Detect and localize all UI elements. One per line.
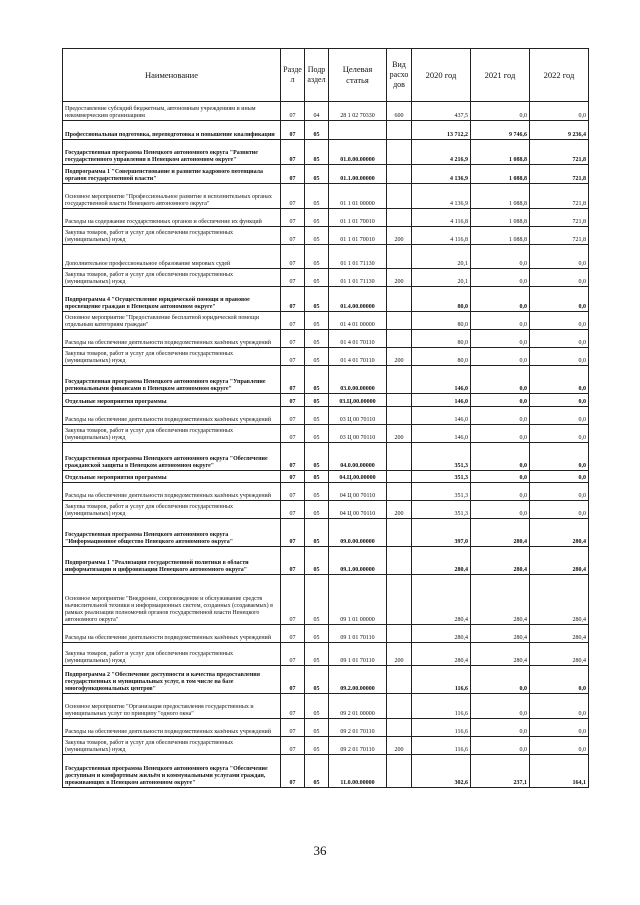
cell-year-2021: 0,0 [471,737,530,755]
table-row [63,755,589,788]
cell-year-2021: 280,4 [471,625,530,643]
cell-expense-type [387,330,412,348]
cell-target-article: 01 4 01 70110 [329,348,387,366]
cell-subsection: 05 [305,394,329,407]
cell-name: Предоставление субсидий бюджетным, автономным учреждениям и иным некоммерческим организациям [63,102,281,121]
cell-year-2020: 437,5 [412,102,471,121]
cell-name: Закупка товаров, работ и услуг для обеспечения государственных (муниципальных) нужд [63,737,281,755]
cell-year-2022: 0,0 [530,348,589,366]
cell-year-2020: 280,4 [412,643,471,666]
cell-target-article: 04 Ц 00 70110 [329,483,387,501]
cell-name: Расходы на обеспечение деятельности подведомственных казённых учреждений [63,407,281,425]
cell-year-2022: 0,0 [530,471,589,483]
cell-year-2022: 280,4 [530,547,589,575]
cell-year-2021: 0,0 [471,245,530,269]
cell-name: Расходы на обеспечение деятельности подведомственных казённых учреждений [63,330,281,348]
cell-subsection: 05 [305,755,329,788]
table-row [63,643,589,666]
cell-subsection: 05 [305,643,329,666]
cell-year-2022: 280,4 [530,519,589,547]
cell-expense-type [387,165,412,184]
cell-year-2022: 0,0 [530,366,589,394]
cell-target-article: 01 1 01 71130 [329,245,387,269]
table-row [63,425,589,443]
cell-name: Дополнительное профессиональное образование мировых судей [63,245,281,269]
cell-target-article: 09 2 01 00000 [329,694,387,719]
cell-year-2022: 164,1 [530,755,589,788]
header-section: Разде л [281,49,305,102]
table-row [63,394,589,407]
cell-section: 07 [281,737,305,755]
cell-target-article: 09.2.00.00000 [329,666,387,694]
cell-expense-type [387,625,412,643]
cell-subsection: 05 [305,407,329,425]
cell-name: Расходы на обеспечение деятельности подведомственных казённых учреждений [63,625,281,643]
cell-subsection: 05 [305,209,329,227]
cell-year-2020: 116,6 [412,719,471,737]
cell-expense-type: 200 [387,269,412,287]
header-year-2020: 2020 год [412,49,471,102]
cell-name: Закупка товаров, работ и услуг для обеспечения государственных (муниципальных) нужд [63,269,281,287]
cell-year-2020: 4 136,9 [412,184,471,209]
cell-section: 07 [281,483,305,501]
table-row [63,719,589,737]
cell-section: 07 [281,269,305,287]
cell-year-2022: 280,4 [530,575,589,625]
cell-target-article: 09 1 01 70110 [329,643,387,666]
cell-section: 07 [281,755,305,788]
cell-year-2022: 0,0 [530,425,589,443]
page-number: 36 [313,843,327,858]
cell-section: 07 [281,519,305,547]
cell-year-2022: 0,0 [530,719,589,737]
cell-year-2020: 4 136,9 [412,165,471,184]
cell-target-article: 03.Ц.00.00000 [329,394,387,407]
cell-target-article: 28 1 02 70330 [329,102,387,121]
cell-year-2022: 0,0 [530,483,589,501]
cell-year-2020: 280,4 [412,625,471,643]
cell-subsection: 05 [305,737,329,755]
cell-target-article: 09 1 01 70110 [329,625,387,643]
cell-target-article: 04.0.00.00000 [329,443,387,471]
table-row [63,140,589,165]
cell-year-2021: 280,4 [471,547,530,575]
table-row [63,287,589,312]
cell-year-2022: 280,4 [530,625,589,643]
cell-year-2021: 1 088,8 [471,184,530,209]
cell-year-2022: 9 236,4 [530,121,589,140]
cell-subsection: 05 [305,501,329,519]
cell-year-2021: 0,0 [471,501,530,519]
cell-subsection: 05 [305,140,329,165]
cell-section: 07 [281,366,305,394]
cell-section: 07 [281,625,305,643]
cell-target-article: 03 Ц 00 70110 [329,407,387,425]
cell-year-2020: 397,0 [412,519,471,547]
cell-expense-type [387,245,412,269]
cell-year-2022: 0,0 [530,394,589,407]
cell-year-2020: 116,6 [412,666,471,694]
cell-target-article: 04.Ц.00.00000 [329,471,387,483]
table-row [63,443,589,471]
cell-subsection: 05 [305,719,329,737]
cell-target-article: 09.1.00.00000 [329,547,387,575]
cell-subsection: 05 [305,121,329,140]
cell-name: Основное мероприятие "Организация предоставления государственных и муниципальных услуг по принципу "одного окна" [63,694,281,719]
cell-year-2022: 0,0 [530,330,589,348]
cell-expense-type: 200 [387,227,412,245]
cell-expense-type: 200 [387,737,412,755]
table-row [63,102,589,121]
cell-year-2021: 1 088,8 [471,209,530,227]
cell-year-2020: 116,6 [412,694,471,719]
cell-subsection: 05 [305,184,329,209]
cell-year-2021: 0,0 [471,312,530,330]
cell-year-2020: 80,0 [412,330,471,348]
cell-section: 07 [281,102,305,121]
cell-year-2021: 0,0 [471,394,530,407]
cell-expense-type: 200 [387,425,412,443]
cell-subsection: 05 [305,575,329,625]
cell-target-article: 01 4 01 00000 [329,312,387,330]
cell-year-2021: 0,0 [471,425,530,443]
cell-expense-type [387,287,412,312]
cell-year-2022: 721,8 [530,209,589,227]
cell-year-2021: 0,0 [471,666,530,694]
cell-year-2020: 146,0 [412,407,471,425]
cell-year-2022: 0,0 [530,666,589,694]
cell-target-article: 04 Ц 00 70110 [329,501,387,519]
cell-subsection: 05 [305,269,329,287]
cell-section: 07 [281,209,305,227]
cell-name: Закупка товаров, работ и услуг для обеспечения государственных (муниципальных) нужд [63,501,281,519]
cell-target-article: 01.4.00.00000 [329,287,387,312]
cell-year-2021: 1 088,8 [471,165,530,184]
cell-target-article: 01 4 01 70110 [329,330,387,348]
cell-expense-type [387,140,412,165]
cell-year-2020: 146,0 [412,394,471,407]
header-subsection: Подр аздел [305,49,329,102]
cell-year-2021: 0,0 [471,443,530,471]
cell-year-2021: 0,0 [471,471,530,483]
cell-year-2020: 80,0 [412,287,471,312]
cell-expense-type: 200 [387,501,412,519]
cell-name: Основное мероприятие "Предоставление бесплатной юридической помощи отдельным категориям граждан" [63,312,281,330]
cell-target-article: 09 1 01 00000 [329,575,387,625]
cell-year-2020: 146,0 [412,366,471,394]
cell-year-2022: 0,0 [530,269,589,287]
cell-section: 07 [281,501,305,519]
cell-year-2022: 280,4 [530,643,589,666]
table-row [63,209,589,227]
cell-expense-type [387,443,412,471]
cell-expense-type [387,719,412,737]
cell-year-2022: 721,8 [530,140,589,165]
header-year-2022: 2022 год [530,49,589,102]
table-row [63,227,589,245]
cell-target-article: 01 1 01 70010 [329,227,387,245]
cell-section: 07 [281,443,305,471]
cell-name: Государственная программа Ненецкого автономного округа "Обеспечение доступным и комфортным жильём и коммунальными услугами граждан, проживающих в Ненецком автономном округе" [63,755,281,788]
cell-subsection: 05 [305,245,329,269]
cell-subsection: 05 [305,666,329,694]
cell-name: Закупка товаров, работ и услуг для обеспечения государственных (муниципальных) нужд [63,227,281,245]
cell-target-article: 01.1.00.00000 [329,165,387,184]
cell-subsection: 05 [305,287,329,312]
cell-year-2020: 351,3 [412,483,471,501]
cell-section: 07 [281,227,305,245]
cell-target-article: 09 2 01 70110 [329,719,387,737]
cell-year-2021: 280,4 [471,519,530,547]
cell-expense-type [387,394,412,407]
cell-year-2020: 302,6 [412,755,471,788]
cell-section: 07 [281,287,305,312]
cell-year-2022: 0,0 [530,407,589,425]
cell-year-2022: 721,8 [530,184,589,209]
cell-subsection: 05 [305,165,329,184]
cell-year-2022: 0,0 [530,443,589,471]
table-body [63,102,589,788]
cell-section: 07 [281,575,305,625]
cell-target-article: 03.0.00.00000 [329,366,387,394]
table-row [63,330,589,348]
cell-target-article: 09 2 01 70110 [329,737,387,755]
cell-name: Подпрограмма 2 "Обеспечение доступности и качества предоставления государственных и муниципальных услуг, в том числе на базе многофункциональных центров" [63,666,281,694]
cell-subsection: 05 [305,483,329,501]
cell-section: 07 [281,121,305,140]
cell-expense-type [387,483,412,501]
cell-section: 07 [281,694,305,719]
table-row [63,407,589,425]
table-row [63,694,589,719]
cell-name: Расходы на обеспечение деятельности подведомственных казённых учреждений [63,483,281,501]
cell-expense-type [387,184,412,209]
cell-expense-type [387,471,412,483]
cell-year-2020: 20,1 [412,245,471,269]
cell-year-2021: 0,0 [471,287,530,312]
table-row [63,519,589,547]
cell-section: 07 [281,312,305,330]
table-row [63,165,589,184]
table-row [63,184,589,209]
table-row [63,121,589,140]
cell-expense-type [387,666,412,694]
cell-section: 07 [281,184,305,209]
header-row [63,49,589,102]
cell-target-article: 03 Ц 00 70110 [329,425,387,443]
cell-subsection: 05 [305,471,329,483]
cell-subsection: 05 [305,425,329,443]
cell-year-2021: 0,0 [471,348,530,366]
cell-subsection: 05 [305,366,329,394]
cell-year-2020: 146,0 [412,425,471,443]
cell-year-2021: 0,0 [471,407,530,425]
cell-target-article: 01 1 01 70010 [329,209,387,227]
table-row [63,575,589,625]
cell-target-article: 01.0.00.00000 [329,140,387,165]
cell-expense-type: 600 [387,102,412,121]
cell-section: 07 [281,471,305,483]
table-row [63,269,589,287]
cell-year-2022: 0,0 [530,287,589,312]
cell-expense-type [387,407,412,425]
cell-name: Государственная программа Ненецкого автономного округа "Информационное общество Ненецкого автономного округа" [63,519,281,547]
cell-year-2020: 80,0 [412,312,471,330]
cell-year-2022: 721,8 [530,165,589,184]
table-row [63,366,589,394]
cell-name: Расходы на содержание государственных органов и обеспечение их функций [63,209,281,227]
cell-subsection: 05 [305,519,329,547]
cell-expense-type [387,694,412,719]
budget-table [62,48,589,788]
cell-year-2021: 1 088,8 [471,227,530,245]
cell-year-2021: 280,4 [471,575,530,625]
cell-year-2022: 0,0 [530,737,589,755]
cell-year-2020: 80,0 [412,348,471,366]
cell-section: 07 [281,140,305,165]
table-row [63,666,589,694]
cell-target-article: 09.0.00.00000 [329,519,387,547]
cell-section: 07 [281,165,305,184]
table-row [63,348,589,366]
cell-expense-type: 200 [387,348,412,366]
cell-year-2022: 721,8 [530,227,589,245]
cell-name: Закупка товаров, работ и услуг для обеспечения государственных (муниципальных) нужд [63,348,281,366]
cell-year-2021: 0,0 [471,719,530,737]
cell-subsection: 05 [305,625,329,643]
cell-year-2020: 13 712,2 [412,121,471,140]
cell-expense-type [387,209,412,227]
cell-subsection: 05 [305,443,329,471]
header-target-article: Целевая статья [329,49,387,102]
cell-section: 07 [281,348,305,366]
table-row [63,483,589,501]
cell-name: Расходы на обеспечение деятельности подведомственных казённых учреждений [63,719,281,737]
cell-year-2021: 237,1 [471,755,530,788]
cell-year-2020: 351,3 [412,501,471,519]
cell-year-2021: 9 746,6 [471,121,530,140]
cell-name: Государственная программа Ненецкого автономного округа "Развитие государственного управления в Ненецком автономном округе" [63,140,281,165]
cell-year-2020: 280,4 [412,547,471,575]
cell-name: Профессиональная подготовка, переподготовка и повышение квалификации [63,121,281,140]
cell-name: Подпрограмма 1 "Совершенствование и развитие кадрового потенциала органов государственной власти" [63,165,281,184]
header-year-2021: 2021 год [471,49,530,102]
cell-subsection: 04 [305,102,329,121]
cell-name: Государственная программа Ненецкого автономного округа "Управление региональными финансами в Ненецком автономном округе" [63,366,281,394]
header-name: Наименование [63,49,281,102]
header-expense-type: Вид расхо дов [387,49,412,102]
cell-year-2021: 0,0 [471,102,530,121]
cell-section: 07 [281,719,305,737]
cell-year-2020: 4 216,9 [412,140,471,165]
cell-year-2020: 116,6 [412,737,471,755]
cell-expense-type: 200 [387,643,412,666]
cell-section: 07 [281,245,305,269]
cell-name: Подпрограмма 1 "Реализация государственной политики в области информатизации и цифровизации Ненецкого автономного округа" [63,547,281,575]
table-row [63,471,589,483]
cell-section: 07 [281,330,305,348]
cell-name: Государственная программа Ненецкого автономного округа "Обеспечение гражданской защиты в Ненецком автономном округе" [63,443,281,471]
table-row [63,245,589,269]
cell-year-2021: 0,0 [471,366,530,394]
cell-subsection: 05 [305,227,329,245]
table-row [63,625,589,643]
cell-expense-type [387,312,412,330]
cell-target-article: 01 1 01 00000 [329,184,387,209]
cell-year-2020: 351,3 [412,471,471,483]
cell-subsection: 05 [305,348,329,366]
cell-section: 07 [281,547,305,575]
cell-expense-type [387,519,412,547]
table-row [63,312,589,330]
cell-expense-type [387,575,412,625]
cell-year-2021: 1 088,8 [471,140,530,165]
cell-target-article: 01 1 01 71130 [329,269,387,287]
cell-target-article: 11.0.00.00000 [329,755,387,788]
cell-year-2021: 280,4 [471,643,530,666]
cell-section: 07 [281,407,305,425]
cell-year-2021: 0,0 [471,483,530,501]
cell-year-2021: 0,0 [471,269,530,287]
table-row [63,501,589,519]
cell-year-2020: 20,1 [412,269,471,287]
cell-expense-type [387,547,412,575]
cell-subsection: 05 [305,547,329,575]
cell-name: Закупка товаров, работ и услуг для обеспечения государственных (муниципальных) нужд [63,643,281,666]
table-row [63,547,589,575]
cell-year-2022: 0,0 [530,245,589,269]
cell-expense-type [387,366,412,394]
cell-section: 07 [281,666,305,694]
cell-year-2022: 0,0 [530,501,589,519]
cell-subsection: 05 [305,330,329,348]
cell-name: Основное мероприятие "Внедрение, сопровождение и обслуживание средств вычислительной техники и информационных систем, созданных (создаваемых) в рамках реализации полномочий органов государственной власти Ненецкого автономного округа" [63,575,281,625]
cell-section: 07 [281,394,305,407]
cell-section: 07 [281,425,305,443]
cell-section: 07 [281,643,305,666]
cell-year-2022: 0,0 [530,312,589,330]
cell-expense-type [387,755,412,788]
cell-year-2022: 0,0 [530,102,589,121]
cell-year-2021: 0,0 [471,694,530,719]
cell-expense-type [387,121,412,140]
cell-name: Отдельные мероприятия программы [63,394,281,407]
cell-year-2020: 4 116,8 [412,227,471,245]
table-row [63,737,589,755]
cell-name: Подпрограмма 4 "Осуществление юридической помощи и правовое просвещение граждан в Ненецком автономном округе" [63,287,281,312]
cell-year-2020: 351,3 [412,443,471,471]
cell-year-2022: 0,0 [530,694,589,719]
cell-target-article [329,121,387,140]
cell-name: Отдельные мероприятия программы [63,471,281,483]
cell-year-2020: 280,4 [412,575,471,625]
cell-year-2020: 4 116,8 [412,209,471,227]
cell-subsection: 05 [305,694,329,719]
cell-name: Основное мероприятие "Профессиональное развитие в исполнительных органах государственной власти Ненецкого автономного округа" [63,184,281,209]
cell-name: Закупка товаров, работ и услуг для обеспечения государственных (муниципальных) нужд [63,425,281,443]
cell-subsection: 05 [305,312,329,330]
cell-year-2021: 0,0 [471,330,530,348]
